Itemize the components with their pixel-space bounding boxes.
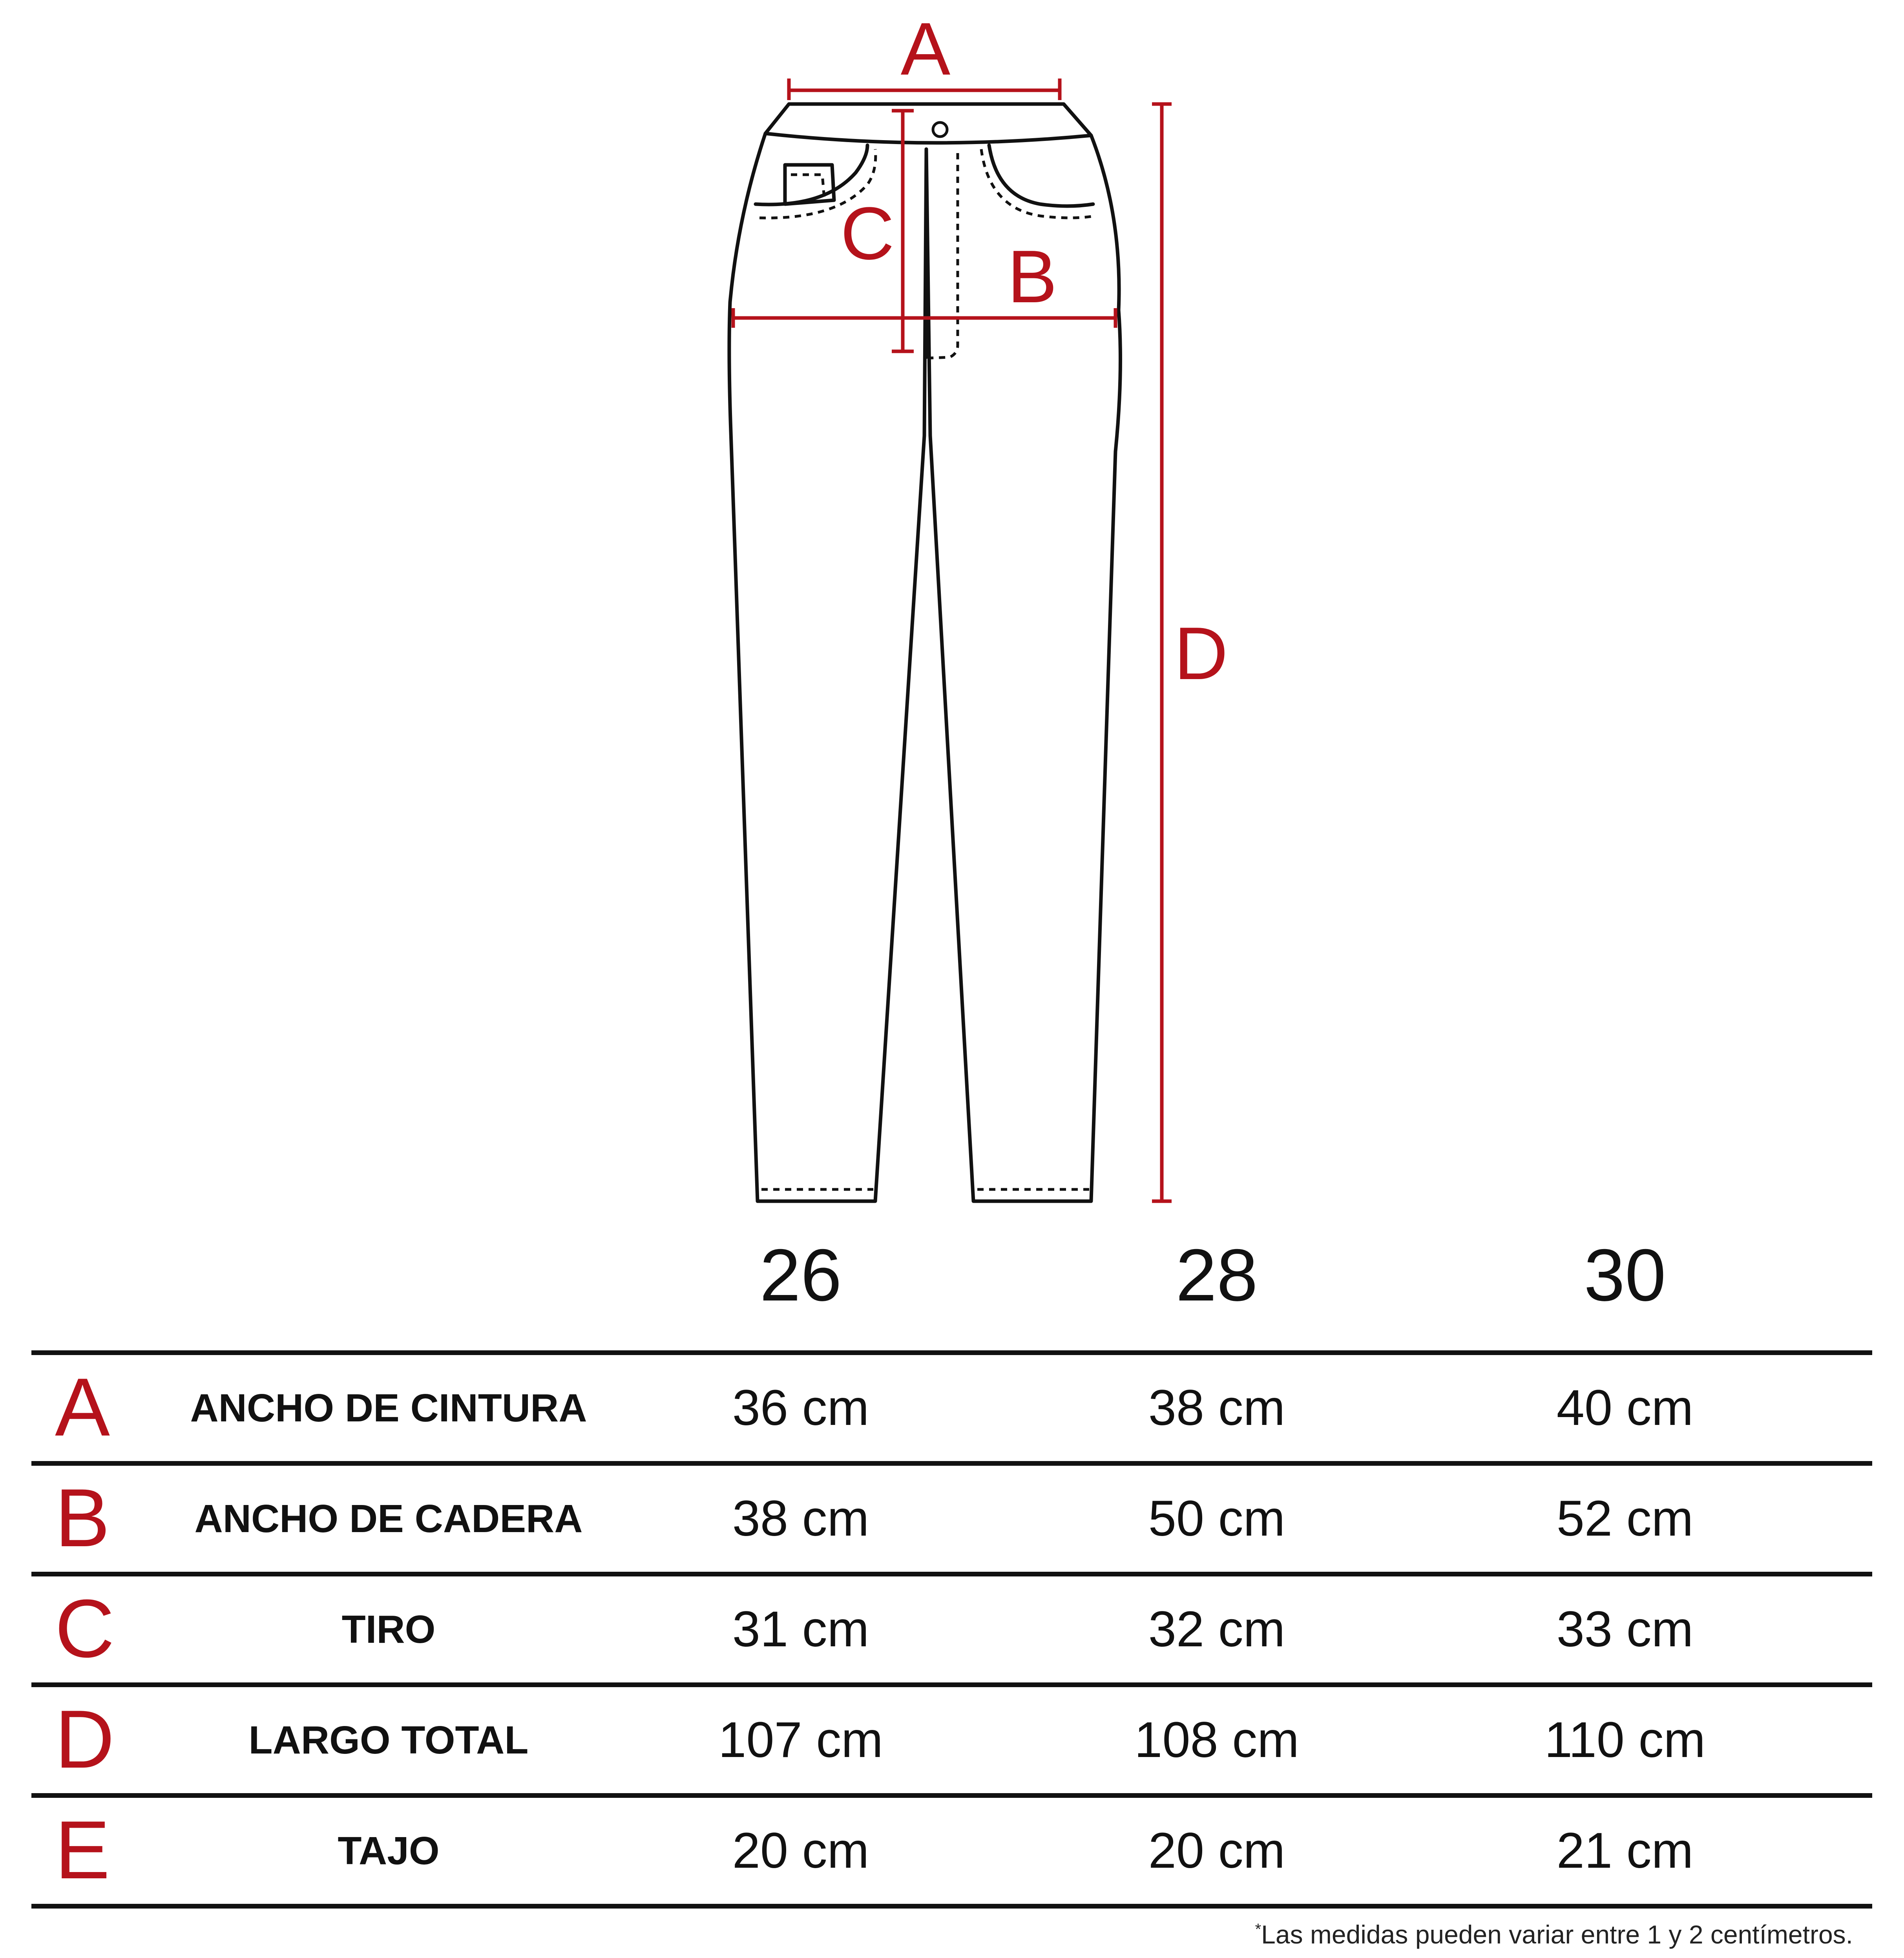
table-cell: 107 cm	[718, 1712, 883, 1768]
row-label: TAJO	[338, 1829, 440, 1873]
row-letter: D	[55, 1693, 115, 1785]
label-d: D	[1174, 612, 1228, 695]
button-icon	[933, 122, 947, 137]
table-cell: 110 cm	[1544, 1712, 1706, 1768]
row-letter: C	[55, 1582, 115, 1675]
table-cell: 21 cm	[1556, 1823, 1694, 1879]
table-rule	[31, 1904, 1872, 1909]
row-letter: E	[55, 1804, 110, 1896]
table-rule	[31, 1793, 1872, 1798]
table-cell: 20 cm	[1148, 1823, 1285, 1879]
footnote-marker: *	[1255, 1921, 1261, 1938]
size-headers	[0, 1233, 1904, 1327]
table-rule	[31, 1350, 1872, 1355]
row-letter: B	[55, 1472, 110, 1564]
size-header: 30	[1584, 1234, 1666, 1316]
table-rule	[31, 1461, 1872, 1466]
label-c: C	[840, 192, 894, 275]
table-cell: 38 cm	[732, 1490, 869, 1547]
label-b: B	[1007, 235, 1057, 318]
table-cell: 36 cm	[732, 1380, 869, 1436]
pants-outline	[729, 104, 1121, 1201]
size-header: 26	[759, 1234, 842, 1316]
table-rule	[31, 1682, 1872, 1687]
row-letter: A	[55, 1361, 110, 1453]
table-cell: 31 cm	[732, 1601, 869, 1657]
table-cell: 33 cm	[1556, 1601, 1694, 1657]
table-row	[31, 1355, 1872, 1461]
table-row	[31, 1687, 1872, 1793]
measurement-lines	[733, 79, 1172, 1201]
table-cell: 40 cm	[1556, 1380, 1694, 1436]
table-row	[31, 1576, 1872, 1682]
table-row	[31, 1798, 1872, 1904]
table-row	[31, 1466, 1872, 1572]
table-cell: 32 cm	[1148, 1601, 1285, 1657]
table-cell: 108 cm	[1134, 1712, 1299, 1768]
row-label: ANCHO DE CINTURA	[190, 1386, 587, 1430]
row-label: ANCHO DE CADERA	[194, 1497, 583, 1541]
label-a: A	[900, 7, 951, 91]
table-cell: 50 cm	[1148, 1490, 1285, 1547]
table-cell: 20 cm	[732, 1823, 869, 1879]
size-header: 28	[1176, 1234, 1258, 1316]
table-cell: 52 cm	[1556, 1490, 1694, 1547]
row-label: LARGO TOTAL	[248, 1718, 529, 1762]
row-label: TIRO	[341, 1607, 436, 1651]
table-rule	[31, 1572, 1872, 1576]
table-cell: 38 cm	[1148, 1380, 1285, 1436]
footnote-text: Las medidas pueden variar entre 1 y 2 centímetros.	[1261, 1920, 1853, 1949]
footnote	[1255, 1920, 1853, 1949]
